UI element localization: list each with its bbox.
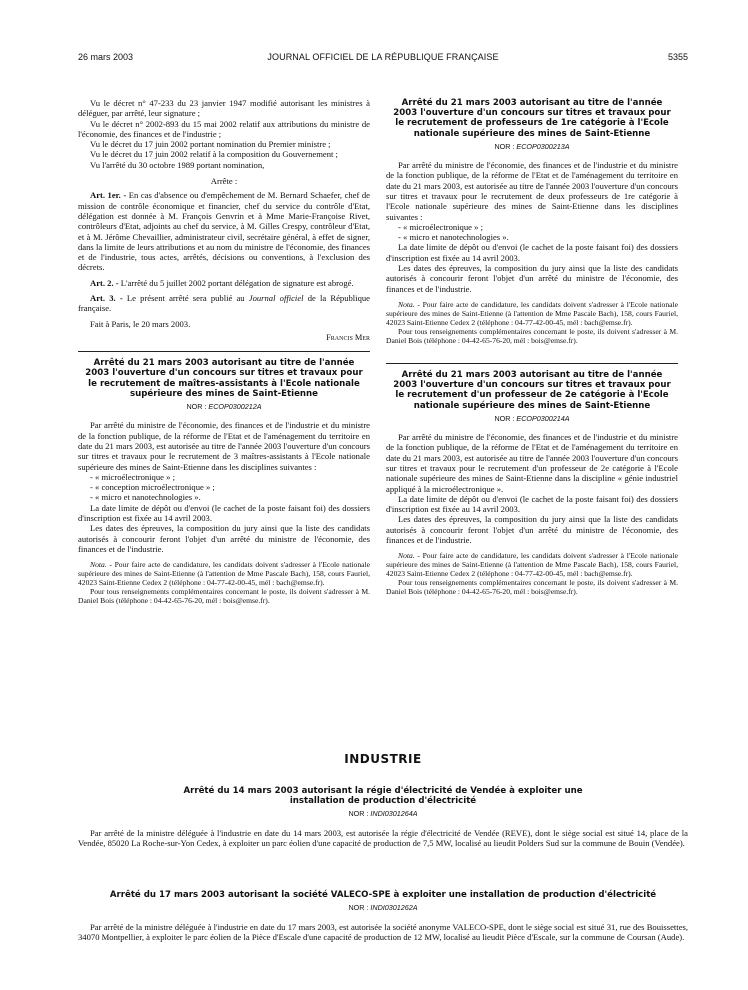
article-1-text: En cas d'absence ou d'empêchement de M. Bernard Schaefer, chef de mission de contrôle économique et financier, chef du service du contrôle d'Etat, délégation est donnée à M. François Genvrin et à Mme Marie-Françoise Rivet, contrôleurs d'Etat, adjoints au chef du service, à M. Gilles Crespy, contrôleur d'Etat, et à M. Jérôme Chevaillier, administrateur civil, secrétaire général, à effet de signer, dans la limite de leurs attributions et au nom du ministre de l'économie, des finances et de l'industrie, tous actes, arrêtés, décisions ou conventions, à l'exclusion des décrets.: [78, 190, 370, 273]
journal-title: JOURNAL OFFICIEL DE LA RÉPUBLIQUE FRANÇAISE: [267, 52, 499, 62]
nota-text: [386, 300, 678, 327]
nor-reference: [78, 809, 688, 819]
nota-block: [386, 300, 678, 345]
decree-body: Par arrêté du ministre de l'économie, des finances et de l'industrie et du ministre de la fonction publique, de la réforme de l'Etat et de l'aménagement du territoire en date du 21 mars 2003, est autorisée au titre de l'année 2003 l'ouverture d'un concours sur titres et travaux pour le recrutement de deux professeurs de 1re catégorie à l'Ecole nationale supérieure des mines de Saint-Etienne dans les disciplines suivantes :: [386, 160, 678, 222]
nor-label: NOR :: [348, 809, 369, 819]
article-3-text: Le présent arrêté sera publié au: [126, 293, 245, 304]
article-1: [78, 190, 370, 272]
decree-body: Par arrêté du ministre de l'économie, des finances et de l'industrie et du ministre de la fonction publique, de la réforme de l'Etat et de l'aménagement du territoire en date du 21 mars 2003, est autorisée au titre de l'année 2003 l'ouverture d'un concours sur titres et travaux pour le recrutement d'un professeur de 2e catégorie à l'Ecole nationale supérieure des mines de Saint-Etienne dans la discipline « génie industriel appliqué à la microélectronique ».: [386, 432, 678, 494]
discipline-list: [398, 222, 678, 243]
decree-deadline: La date limite de dépôt ou d'envoi (le cachet de la poste faisant foi) des dossiers d'inscription est fixée au 14 avril 2003.: [386, 493, 678, 515]
nota-body: Pour faire acte de candidature, les candidats doivent s'adresser à l'Ecole nationale supérieure des mines de Saint-Etienne (à l'attention de Mme Pascale Bach), 158, cours Fauriel, 42023 Saint-Etienne Cedex 2 (téléphone : 04-77-42-00-45, mél : bach@emse.fr).: [386, 299, 678, 327]
decree-body: Par arrêté de la ministre déléguée à l'industrie en date du 17 mars 2003, est autorisée la société anonyme VALECO-SPE, dont le siège social est situé 31, rue des Bouissettes, 34070 Montpellier, à exploiter le parc éolien de la Pièce d'Escale d'une capacité de production de 12 MW, localisé au lieudit Pièce d'Escale, sur la commune de Coursan (Aude).: [78, 921, 688, 942]
nor-label: NOR :: [494, 141, 515, 151]
visa: Vu le décret du 17 juin 2002 portant nomination du Premier ministre ;: [90, 139, 331, 150]
nor-label: NOR :: [348, 903, 369, 913]
nor-reference: [78, 402, 370, 412]
signature: Francis Mer: [326, 332, 370, 342]
visa: Vu le décret du 17 juin 2002 relatif à la composition du Gouvernement ;: [90, 149, 338, 160]
nor-reference: [78, 903, 688, 913]
nor-code: ECOP0300212A: [208, 402, 262, 412]
nor-code: INDI0301262A: [370, 903, 418, 913]
decree-title: Arrêté du 21 mars 2003 autorisant au titre de l'année 2003 l'ouverture d'un concours sur titres et travaux pour le recrutement de maîtres-assistants à l'Ecole nationale supérieure des mines de Saint-Etienne: [85, 358, 363, 399]
article-1-label: Art. 1er. -: [90, 190, 127, 201]
visa: Vu l'arrêté du 30 octobre 1989 portant nomination,: [90, 159, 265, 170]
nota-block: [386, 551, 678, 596]
journal-officiel-italic: Journal officiel: [248, 293, 304, 304]
header-date: 26 mars 2003: [78, 52, 134, 62]
nota-text: [78, 560, 370, 587]
section-title: INDUSTRIE: [344, 752, 422, 766]
list-item: - « micro et nanotechnologies ».: [90, 492, 201, 503]
list-item: - « micro et nanotechnologies ».: [398, 232, 509, 243]
article-3-label: Art. 3. -: [90, 293, 123, 304]
decree-deadline: La date limite de dépôt ou d'envoi (le cachet de la poste faisant foi) des dossiers d'inscription est fixée au 14 avril 2003.: [78, 502, 370, 524]
page-header: [78, 52, 688, 66]
article-2-text: L'arrêté du 5 juillet 2002 portant délégation de signature est abrogé.: [120, 277, 354, 288]
nor-code: ECOP0300213A: [516, 141, 570, 151]
nota-block: [78, 560, 370, 605]
nota-label: Nota. -: [90, 560, 112, 570]
left-column: [78, 98, 370, 605]
nor-label: NOR :: [186, 402, 207, 412]
discipline-list: [90, 472, 370, 503]
decree-title: Arrêté du 21 mars 2003 autorisant au titre de l'année 2003 l'ouverture d'un concours sur titres et travaux pour le recrutement de professeurs de 1re catégorie à l'Ecole nationale supérieure des mines de Saint-Etienne: [393, 98, 671, 139]
list-item: - « microélectronique » ;: [90, 471, 175, 482]
divider: [386, 363, 678, 364]
nor-label: NOR :: [494, 413, 515, 423]
nota-contact: Pour tous renseignements complémentaires concernant le poste, ils doivent s'adresser à M. Daniel Bois (téléphone : 04-42-65-76-20, mél : bois@emse.fr).: [78, 587, 370, 606]
decree-body: Par arrêté du ministre de l'économie, des finances et de l'industrie et du ministre de la fonction publique, de la réforme de l'Etat et de l'aménagement du territoire en date du 21 mars 2003, est autorisée au titre de l'année 2003 l'ouverture d'un concours sur titres et travaux pour le recrutement de 3 maîtres-assistants à l'Ecole nationale supérieure des mines de Saint-Etienne dans les disciplines suivantes :: [78, 420, 370, 472]
nor-code: ECOP0300214A: [516, 413, 570, 423]
page-number: 5355: [667, 52, 688, 62]
fait-a-paris: Fait à Paris, le 20 mars 2003.: [90, 318, 191, 329]
article-2-label: Art. 2. -: [90, 277, 119, 288]
article-2: [78, 278, 370, 288]
decree-title: Arrêté du 14 mars 2003 autorisant la régie d'électricité de Vendée à exploiter une installation de production d'électricité: [183, 786, 583, 807]
industrie-decree-1: [78, 786, 688, 848]
decree-body: Par arrêté de la ministre déléguée à l'industrie en date du 14 mars 2003, est autorisée la régie d'électricité de Vendée (REVE), dont le siège social est situé 14, place de la Vendée, 85020 La Roche-sur-Yon Cedex, à exploiter un parc éolien d'une capacité de production de 7,5 MW, localisé au lieudit Polders Sud sur la commune de Bouin (Vendée).: [78, 827, 688, 848]
right-column: [386, 98, 678, 596]
arrete-label: Arrête :: [210, 176, 238, 187]
decree-jury: Les dates des épreuves, la composition du jury ainsi que la liste des candidats autorisés à concourir feront l'objet d'un arrêté du ministre de l'économie, des finances et de l'industrie.: [78, 523, 370, 554]
list-item: - « microélectronique » ;: [398, 221, 483, 232]
visa: Vu le décret n° 47-233 du 23 janvier 1947 modifié autorisant les ministres à déléguer, par arrêté, leur signature ;: [78, 98, 370, 119]
nota-text: [386, 551, 678, 578]
article-3: [78, 293, 370, 314]
decree-title: Arrêté du 21 mars 2003 autorisant au titre de l'année 2003 l'ouverture d'un concours sur titres et travaux pour le recrutement d'un professeur de 2e catégorie à l'Ecole nationale supérieure des mines de Saint-Etienne: [393, 369, 671, 411]
nota-body: Pour faire acte de candidature, les candidats doivent s'adresser à l'Ecole nationale supérieure des mines de Saint-Etienne (à l'attention de Mme Pascale Bach), 158, cours Fauriel, 42023 Saint-Etienne Cedex 2 (téléphone : 04-77-42-00-45, mél : bach@emse.fr).: [78, 560, 370, 588]
decree-jury: Les dates des épreuves, la composition du jury ainsi que la liste des candidats autorisés à concourir feront l'objet d'un arrêté du ministre de l'économie, des finances et de l'industrie.: [386, 514, 678, 546]
nor-reference: [386, 414, 678, 424]
list-item: - « conception microélectronique » ;: [90, 482, 215, 493]
article-3-text-end: de la République française.: [78, 293, 370, 314]
decree-deadline: La date limite de dépôt ou d'envoi (le cachet de la poste faisant foi) des dossiers d'inscription est fixée au 14 avril 2003.: [386, 242, 678, 263]
decree-title: Arrêté du 17 mars 2003 autorisant la société VALECO-SPE à exploiter une installation de production d'électricité: [109, 890, 657, 900]
nota-contact: Pour tous renseignements complémentaires concernant le poste, ils doivent s'adresser à M. Daniel Bois (téléphone : 04-42-65-76-20, mél : bois@emse.fr).: [386, 578, 678, 597]
nota-body: Pour faire acte de candidature, les candidats doivent s'adresser à l'Ecole nationale supérieure des mines de Saint-Etienne (à l'attention de Mme Pascale Bach), 158, cours Fauriel, 42023 Saint-Etienne Cedex 2 (téléphone : 04-77-42-00-45, mél : bach@emse.fr).: [386, 551, 678, 579]
visa: Vu le décret n° 2002-893 du 15 mai 2002 relatif aux attributions du ministre de l'économie, des finances et de l'industrie ;: [78, 118, 370, 139]
nor-code: INDI0301264A: [370, 809, 418, 819]
nor-reference: [386, 142, 678, 152]
decree-jury: Les dates des épreuves, la composition du jury ainsi que la liste des candidats autorisés à concourir feront l'objet d'un arrêté du ministre de l'économie, des finances et de l'industrie.: [386, 263, 678, 294]
divider: [78, 351, 370, 352]
nota-contact: Pour tous renseignements complémentaires concernant le poste, ils doivent s'adresser à M. Daniel Bois (téléphone : 04-42-65-76-20, mél : bois@emse.fr).: [386, 326, 678, 345]
nota-label: Nota. -: [398, 551, 420, 561]
nota-label: Nota. -: [398, 299, 420, 309]
industrie-decree-2: [78, 890, 688, 942]
